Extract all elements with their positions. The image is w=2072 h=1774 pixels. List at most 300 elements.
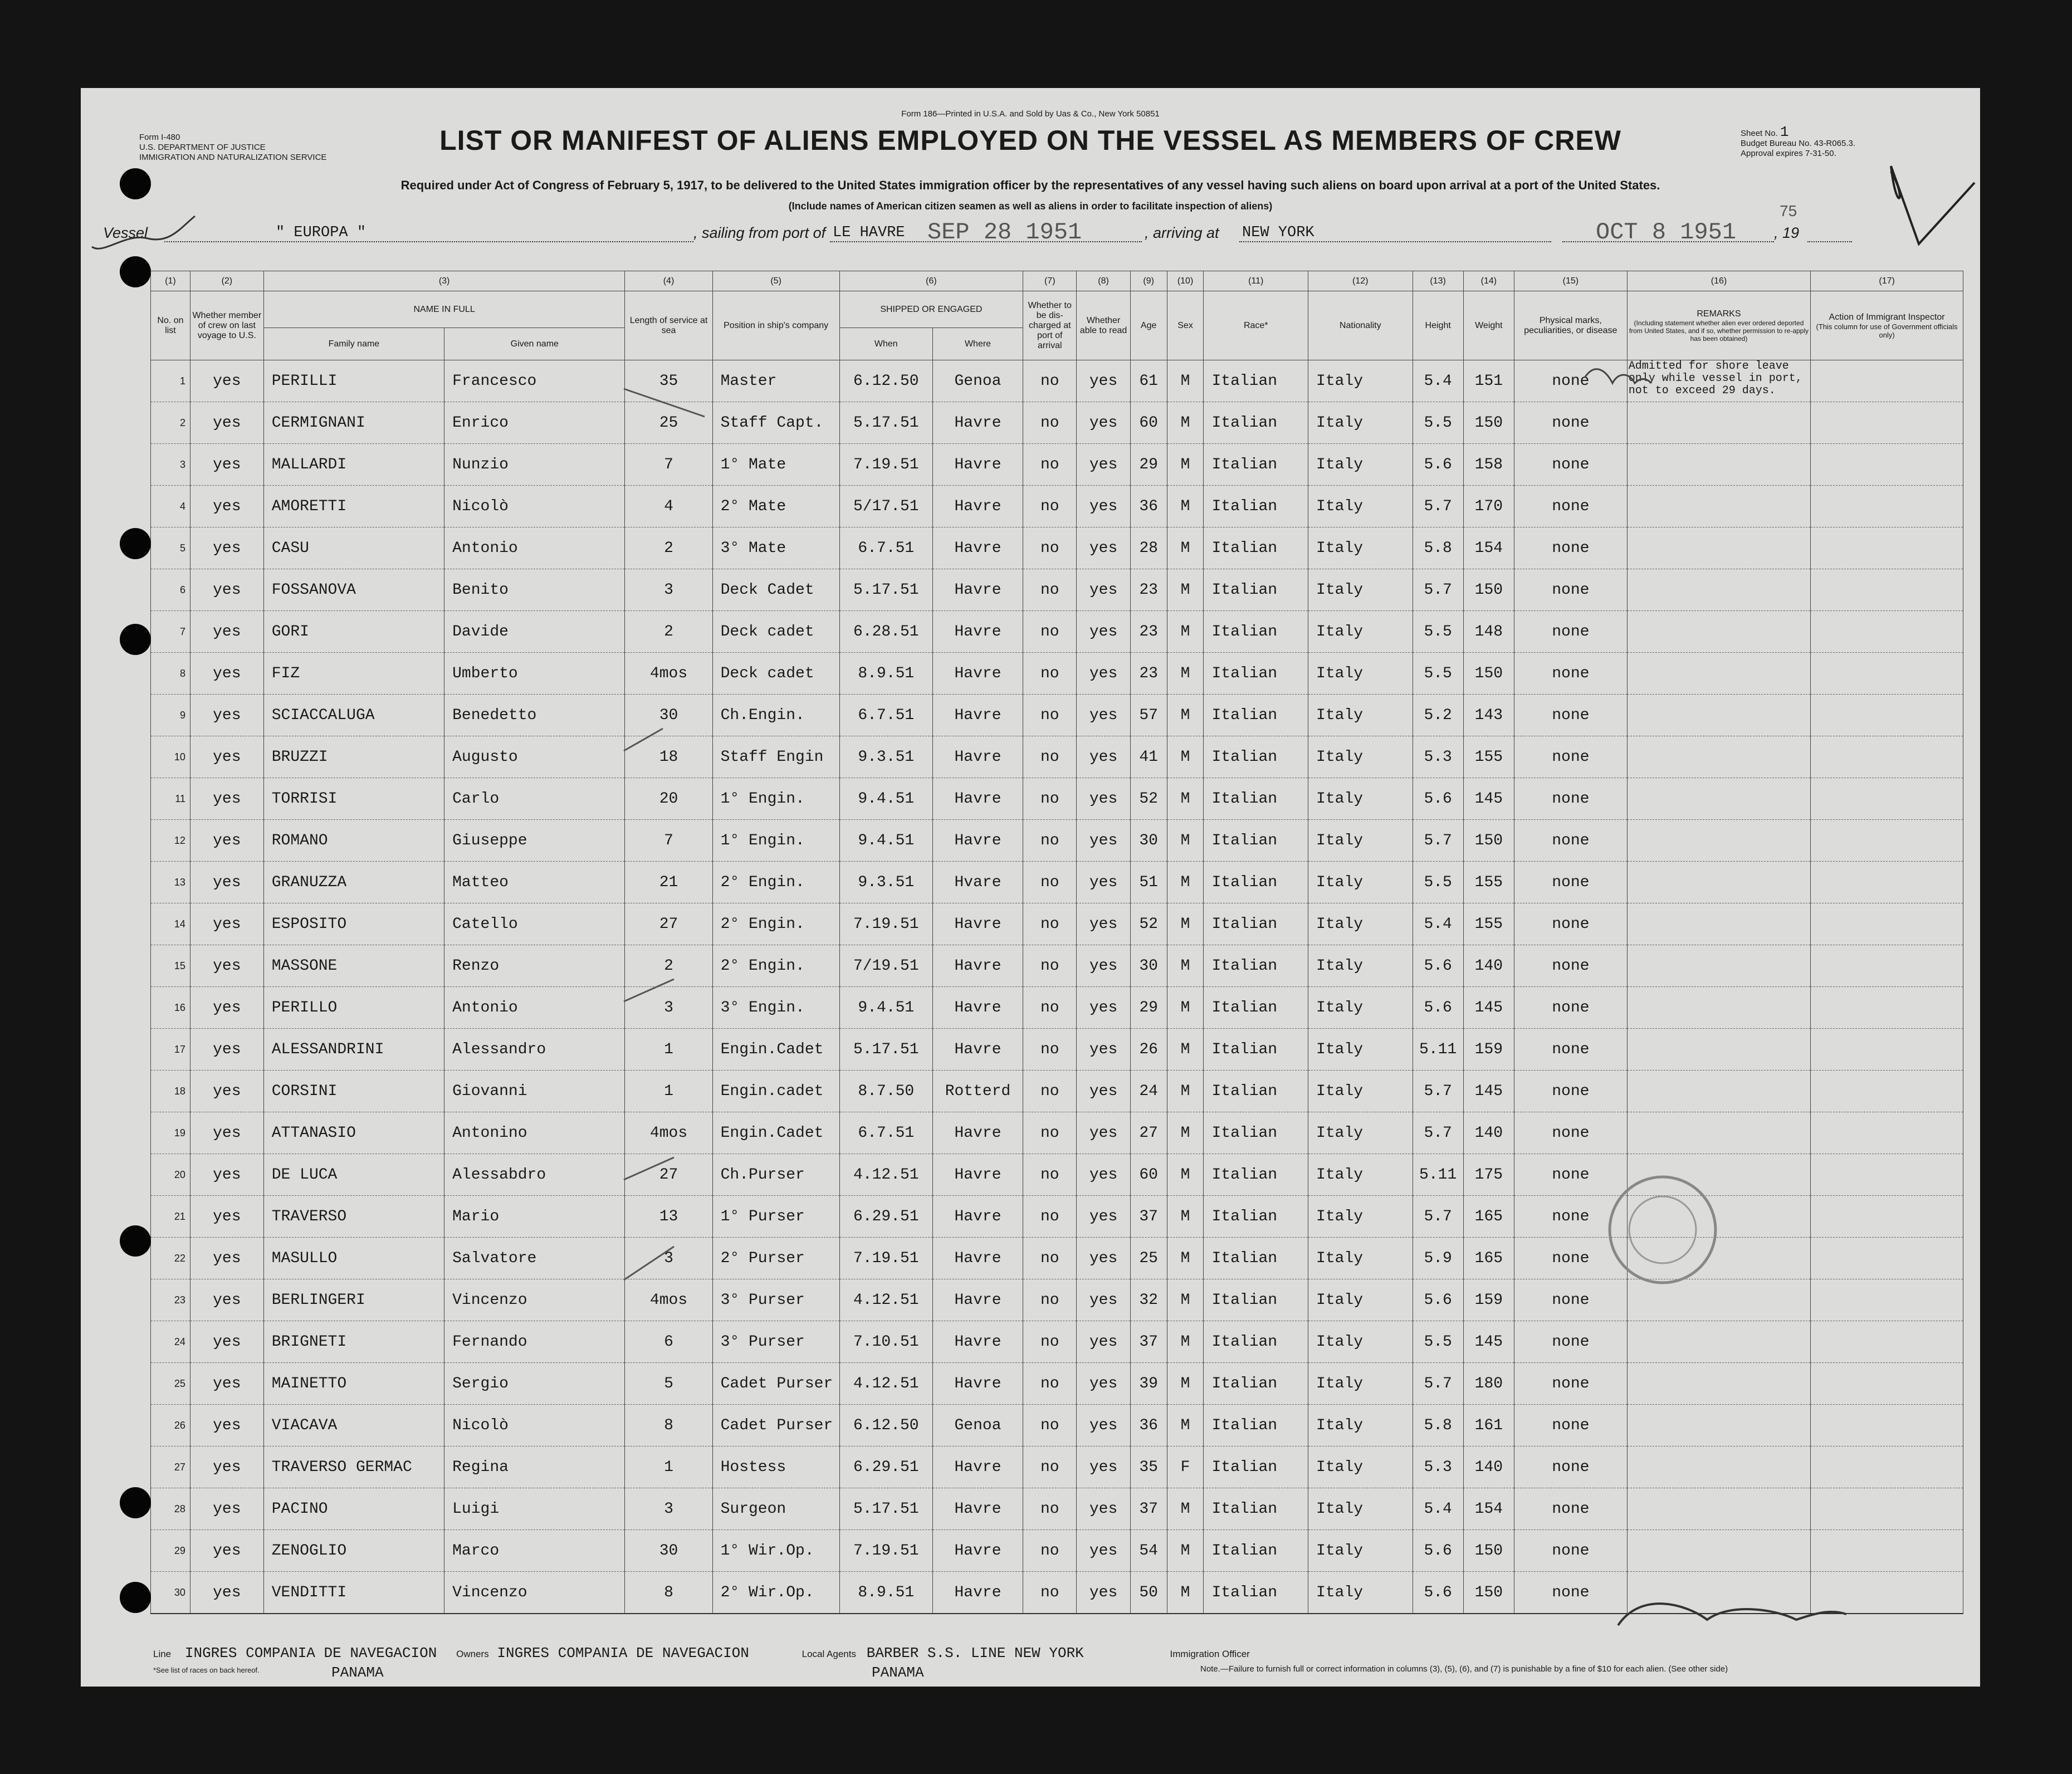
col-member-last-voyage: Whether member of crew on last voyage to U.S. [190,291,263,360]
nationality-cell: Italy [1308,1488,1413,1530]
col-when: When [839,328,932,360]
sex-cell: M [1167,1572,1204,1614]
row-number: 17 [151,1029,190,1071]
where-cell: Havre [932,1446,1023,1488]
when-cell: 6.7.51 [839,527,932,569]
where-cell: Havre [932,987,1023,1029]
given-name-cell: Luigi [444,1488,625,1530]
given-name-cell: Vincenzo [444,1572,625,1614]
marks-cell: none [1514,1071,1627,1112]
line-city: PANAMA [331,1664,384,1681]
read-cell: yes [1077,486,1130,527]
age-cell: 24 [1130,1071,1167,1112]
length-cell: 2 [625,611,712,653]
length-cell: 1 [625,1029,712,1071]
family-name-cell: MASULLO [263,1238,444,1279]
discharged-cell: no [1023,1071,1077,1112]
race-cell: Italian [1204,653,1308,695]
height-cell: 5.6 [1413,987,1463,1029]
position-cell: Cadet Purser [712,1405,839,1446]
weight-cell: 150 [1463,653,1514,695]
position-cell: Engin.Cadet [712,1112,839,1154]
height-cell: 5.5 [1413,402,1463,444]
position-cell: Staff Engin [712,736,839,778]
where-cell: Havre [932,695,1023,736]
when-cell: 8.7.50 [839,1071,932,1112]
discharged-cell: no [1023,1363,1077,1405]
marks-cell: none [1514,569,1627,611]
length-cell: 5 [625,1363,712,1405]
race-cell: Italian [1204,778,1308,820]
discharged-cell: no [1023,987,1077,1029]
member-cell: yes [190,527,263,569]
weight-cell: 170 [1463,486,1514,527]
nationality-cell: Italy [1308,1112,1413,1154]
weight-cell: 145 [1463,1321,1514,1363]
where-cell: Havre [932,486,1023,527]
discharged-cell: no [1023,903,1077,945]
nationality-cell: Italy [1308,695,1413,736]
weight-cell: 150 [1463,569,1514,611]
marks-cell: none [1514,987,1627,1029]
sex-cell: M [1167,695,1204,736]
col-num-15: (15) [1514,271,1627,291]
row-number: 8 [151,653,190,695]
given-name-cell: Enrico [444,402,625,444]
marks-cell: none [1514,360,1627,402]
position-cell: Ch.Engin. [712,695,839,736]
col-nationality: Nationality [1308,291,1413,360]
row-number: 29 [151,1530,190,1572]
when-cell: 6.12.50 [839,1405,932,1446]
family-name-cell: ALESSANDRINI [263,1029,444,1071]
read-cell: yes [1077,1154,1130,1196]
family-name-cell: VIACAVA [263,1405,444,1446]
family-name-cell: BRIGNETI [263,1321,444,1363]
when-cell: 5.17.51 [839,1488,932,1530]
discharged-cell: no [1023,1279,1077,1321]
age-cell: 51 [1130,862,1167,903]
age-cell: 26 [1130,1029,1167,1071]
sheet-number: 1 [1780,124,1789,140]
sex-cell: M [1167,903,1204,945]
age-cell: 37 [1130,1196,1167,1238]
where-cell: Rotterd [932,1071,1023,1112]
weight-cell: 161 [1463,1405,1514,1446]
col-no-on-list: No. on list [151,291,190,360]
row-number: 4 [151,486,190,527]
member-cell: yes [190,1196,263,1238]
height-cell: 5.4 [1413,1488,1463,1530]
row-number: 16 [151,987,190,1029]
age-cell: 37 [1130,1321,1167,1363]
where-cell: Havre [932,1112,1023,1154]
where-cell: Genoa [932,360,1023,402]
col-num-16: (16) [1627,271,1810,291]
when-cell: 8.9.51 [839,1572,932,1614]
member-cell: yes [190,1572,263,1614]
marks-cell: none [1514,903,1627,945]
col-sex: Sex [1167,291,1204,360]
age-cell: 32 [1130,1279,1167,1321]
officer-signature [1618,1604,1846,1625]
nationality-cell: Italy [1308,1279,1413,1321]
when-cell: 6.29.51 [839,1446,932,1488]
discharged-cell: no [1023,1530,1077,1572]
discharged-cell: no [1023,444,1077,486]
line-value: INGRES COMPANIA DE NAVEGACION [184,1645,437,1661]
sex-cell: M [1167,1196,1204,1238]
sheet-label: Sheet No. [1741,129,1778,138]
position-cell: 1° Engin. [712,820,839,862]
age-cell: 41 [1130,736,1167,778]
nationality-cell: Italy [1308,1029,1413,1071]
col-num-2: (2) [190,271,263,291]
family-name-cell: AMORETTI [263,486,444,527]
height-cell: 5.5 [1413,611,1463,653]
remarks-title: REMARKS [1697,309,1741,319]
sex-cell: M [1167,1029,1204,1071]
position-cell: 1° Engin. [712,778,839,820]
nationality-cell: Italy [1308,1321,1413,1363]
where-cell: Havre [932,1321,1023,1363]
age-cell: 39 [1130,1363,1167,1405]
weight-cell: 159 [1463,1029,1514,1071]
length-cell: 21 [625,862,712,903]
nationality-cell: Italy [1308,569,1413,611]
col-race: Race* [1204,291,1308,360]
col-num-14: (14) [1463,271,1514,291]
family-name-cell: CERMIGNANI [263,402,444,444]
member-cell: yes [190,778,263,820]
department-name: U.S. DEPARTMENT OF JUSTICE [139,143,266,152]
sex-cell: M [1167,987,1204,1029]
marks-cell: none [1514,820,1627,862]
family-name-cell: ZENOGLIO [263,1530,444,1572]
nationality-cell: Italy [1308,1196,1413,1238]
sex-cell: M [1167,486,1204,527]
marks-cell: none [1514,1279,1627,1321]
where-cell: Hvare [932,862,1023,903]
budget-bureau: Budget Bureau No. 43-R065.3. [1741,139,1855,148]
race-cell: Italian [1204,1154,1308,1196]
owners-city: PANAMA [872,1664,924,1681]
given-name-cell: Antonio [444,987,625,1029]
length-cell: 4mos [625,653,712,695]
nationality-cell: Italy [1308,444,1413,486]
discharged-cell: no [1023,778,1077,820]
where-cell: Havre [932,778,1023,820]
read-cell: yes [1077,653,1130,695]
read-cell: yes [1077,527,1130,569]
where-cell: Havre [932,1196,1023,1238]
marks-cell: none [1514,695,1627,736]
row-number: 25 [151,1363,190,1405]
when-cell: 4.12.51 [839,1279,932,1321]
weight-cell: 150 [1463,1530,1514,1572]
height-cell: 5.8 [1413,1405,1463,1446]
height-cell: 5.6 [1413,778,1463,820]
given-name-cell: Marco [444,1530,625,1572]
stamp-number: 75 [1780,202,1797,219]
owners-label: Owners [456,1649,489,1659]
family-name-cell: BRUZZI [263,736,444,778]
age-cell: 35 [1130,1446,1167,1488]
position-cell: Surgeon [712,1488,839,1530]
length-cell: 35 [625,360,712,402]
member-cell: yes [190,903,263,945]
length-cell: 8 [625,1572,712,1614]
row-number: 10 [151,736,190,778]
height-cell: 5.2 [1413,695,1463,736]
given-name-cell: Nicolò [444,486,625,527]
where-cell: Havre [932,1279,1023,1321]
officer-label: Immigration Officer [1170,1649,1250,1659]
position-cell: 3° Mate [712,527,839,569]
discharged-cell: no [1023,611,1077,653]
punch-hole [120,168,151,199]
marks-cell: none [1514,1112,1627,1154]
race-cell: Italian [1204,1029,1308,1071]
col-num-8: (8) [1077,271,1130,291]
remarks-initial [1585,369,1651,383]
nationality-cell: Italy [1308,862,1413,903]
col-weight: Weight [1463,291,1514,360]
marks-cell: none [1514,778,1627,820]
member-cell: yes [190,360,263,402]
length-cell: 25 [625,402,712,444]
where-cell: Havre [932,1029,1023,1071]
age-cell: 28 [1130,527,1167,569]
race-cell: Italian [1204,1238,1308,1279]
age-cell: 25 [1130,1238,1167,1279]
include-note: (Include names of American citizen seamen as well as aliens in order to facilitate inspection of aliens) [788,201,1273,212]
nationality-cell: Italy [1308,1363,1413,1405]
race-cell: Italian [1204,569,1308,611]
act-statement: Required under Act of Congress of February 5, 1917, to be delivered to the United States immigration officer by the representatives of any vessel having such aliens on board upon arrival at a port of the United States. [400,178,1660,192]
discharged-cell: no [1023,695,1077,736]
nationality-cell: Italy [1308,360,1413,402]
col-age: Age [1130,291,1167,360]
age-cell: 36 [1130,486,1167,527]
given-name-cell: Regina [444,1446,625,1488]
position-cell: Engin.cadet [712,1071,839,1112]
remarks-note: (Including statement whether alien ever ordered deported from United States, and if so, whether permission to re-apply has been obtained) [1629,319,1809,343]
where-cell: Havre [932,1530,1023,1572]
col-family-name: Family name [263,328,444,360]
weight-cell: 155 [1463,862,1514,903]
position-cell: 2° Wir.Op. [712,1572,839,1614]
given-name-cell: Francesco [444,360,625,402]
member-cell: yes [190,862,263,903]
marks-cell: none [1514,527,1627,569]
read-cell: yes [1077,736,1130,778]
owners-value: INGRES COMPANIA DE NAVEGACION [497,1645,749,1661]
sex-cell: M [1167,1363,1204,1405]
punch-hole [120,528,151,559]
sex-cell: M [1167,1112,1204,1154]
where-cell: Havre [932,1488,1023,1530]
race-cell: Italian [1204,1530,1308,1572]
family-name-cell: VENDITTI [263,1572,444,1614]
discharged-cell: no [1023,653,1077,695]
manifest-page [81,88,1980,1687]
port-to: NEW YORK [1242,224,1314,241]
position-cell: 3° Engin. [712,987,839,1029]
sex-cell: F [1167,1446,1204,1488]
member-cell: yes [190,1530,263,1572]
row-number: 30 [151,1572,190,1614]
nationality-cell: Italy [1308,903,1413,945]
given-name-cell: Davide [444,611,625,653]
read-cell: yes [1077,862,1130,903]
col-num-9: (9) [1130,271,1167,291]
given-name-cell: Augusto [444,736,625,778]
length-cell: 13 [625,1196,712,1238]
discharged-cell: no [1023,945,1077,987]
col-num-17: (17) [1811,271,1963,291]
where-cell: Havre [932,1238,1023,1279]
height-cell: 5.6 [1413,444,1463,486]
col-num-5: (5) [712,271,839,291]
sex-cell: M [1167,1321,1204,1363]
weight-cell: 145 [1463,1071,1514,1112]
punch-hole [120,1487,151,1518]
when-cell: 5.17.51 [839,1029,932,1071]
weight-cell: 165 [1463,1238,1514,1279]
row-number: 5 [151,527,190,569]
when-cell: 9.4.51 [839,820,932,862]
marks-cell: none [1514,862,1627,903]
age-cell: 23 [1130,611,1167,653]
col-given-name: Given name [444,328,625,360]
height-cell: 5.9 [1413,1238,1463,1279]
when-cell: 5.17.51 [839,569,932,611]
member-cell: yes [190,695,263,736]
race-cell: Italian [1204,527,1308,569]
family-name-cell: DE LUCA [263,1154,444,1196]
when-cell: 6.29.51 [839,1196,932,1238]
family-name-cell: FIZ [263,653,444,695]
read-cell: yes [1077,1112,1130,1154]
weight-cell: 150 [1463,820,1514,862]
family-name-cell: MAINETTO [263,1363,444,1405]
position-cell: Master [712,360,839,402]
line-label: Line [153,1649,172,1659]
vessel-name: " EUROPA " [276,224,366,241]
length-cell: 7 [625,444,712,486]
row-number: 28 [151,1488,190,1530]
discharged-cell: no [1023,820,1077,862]
age-cell: 29 [1130,444,1167,486]
length-cell: 7 [625,820,712,862]
age-cell: 23 [1130,653,1167,695]
read-cell: yes [1077,903,1130,945]
position-cell: Hostess [712,1446,839,1488]
row-number: 7 [151,611,190,653]
given-name-cell: Giovanni [444,1071,625,1112]
marks-cell: none [1514,486,1627,527]
remarks-cell: Admitted for shore leave only while vessel in port, not to exceed 29 days. [1627,360,1810,402]
height-cell: 5.5 [1413,862,1463,903]
when-cell: 9.3.51 [839,736,932,778]
sex-cell: M [1167,527,1204,569]
length-cell: 30 [625,1530,712,1572]
sex-cell: M [1167,1154,1204,1196]
race-cell: Italian [1204,444,1308,486]
family-name-cell: MALLARDI [263,444,444,486]
member-cell: yes [190,1405,263,1446]
given-name-cell: Salvatore [444,1238,625,1279]
weight-cell: 145 [1463,987,1514,1029]
marks-cell: none [1514,1405,1627,1446]
given-name-cell: Alessandro [444,1029,625,1071]
given-name-cell: Nicolò [444,1405,625,1446]
family-name-cell: GRANUZZA [263,862,444,903]
agents-value: BARBER S.S. LINE NEW YORK [866,1645,1084,1661]
year-label: , 19 [1774,224,1800,241]
when-cell: 5/17.51 [839,486,932,527]
col-name-in-full: NAME IN FULL [263,291,625,328]
marks-cell: none [1514,736,1627,778]
weight-cell: 151 [1463,360,1514,402]
discharged-cell: no [1023,1238,1077,1279]
where-cell: Havre [932,444,1023,486]
when-cell: 9.4.51 [839,987,932,1029]
race-cell: Italian [1204,1071,1308,1112]
given-name-cell: Giuseppe [444,820,625,862]
height-cell: 5.7 [1413,486,1463,527]
sex-cell: M [1167,1238,1204,1279]
handwriting-overlay [81,88,1980,1687]
action-title: Action of Immigrant Inspector [1829,312,1945,322]
race-cell: Italian [1204,360,1308,402]
where-cell: Havre [932,820,1023,862]
height-cell: 5.3 [1413,1446,1463,1488]
length-cell: 2 [625,945,712,987]
height-cell: 5.5 [1413,653,1463,695]
col-num-13: (13) [1413,271,1463,291]
given-name-cell: Fernando [444,1321,625,1363]
marks-cell: none [1514,1238,1627,1279]
discharged-cell: no [1023,527,1077,569]
marks-cell: none [1514,444,1627,486]
length-cell: 20 [625,778,712,820]
position-cell: 3° Purser [712,1279,839,1321]
family-name-cell: TRAVERSO [263,1196,444,1238]
col-able-to-read: Whether able to read [1077,291,1130,360]
given-name-cell: Nunzio [444,444,625,486]
length-cell: 6 [625,1321,712,1363]
height-cell: 5.7 [1413,1196,1463,1238]
nationality-cell: Italy [1308,820,1413,862]
row-number: 19 [151,1112,190,1154]
weight-cell: 140 [1463,945,1514,987]
race-cell: Italian [1204,402,1308,444]
length-cell: 4mos [625,1112,712,1154]
service-name: IMMIGRATION AND NATURALIZATION SERVICE [139,153,327,162]
member-cell: yes [190,1238,263,1279]
weight-cell: 159 [1463,1279,1514,1321]
race-cell: Italian [1204,736,1308,778]
member-cell: yes [190,611,263,653]
weight-cell: 158 [1463,444,1514,486]
nationality-cell: Italy [1308,1446,1413,1488]
row-number: 23 [151,1279,190,1321]
height-cell: 5.11 [1413,1154,1463,1196]
race-cell: Italian [1204,1279,1308,1321]
position-cell: Cadet Purser [712,1363,839,1405]
